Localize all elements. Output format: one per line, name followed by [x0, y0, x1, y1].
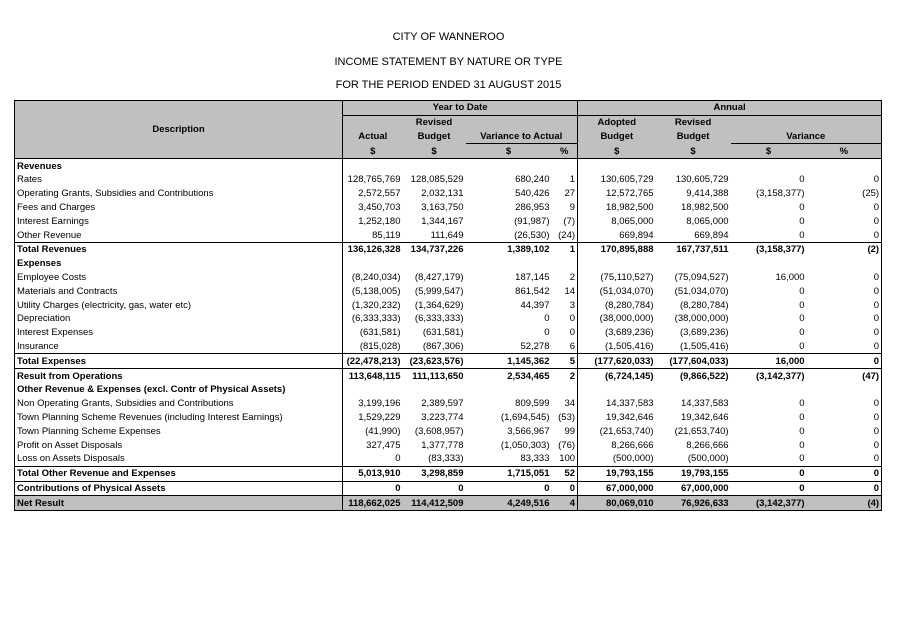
ytd-variance-dollar-cell: 861,542 [515, 285, 550, 297]
ytd-actual-cell: (6,333,333) [343, 312, 403, 326]
annual-revised-budget-cell: (500,000) [687, 453, 729, 465]
annual-variance-pct-cell [807, 383, 882, 397]
ytd-revised-budget-cell [403, 159, 466, 173]
ytd-actual-cell: 3,199,196 [343, 397, 403, 411]
ytd-revised-budget-cell: 1,344,167 [421, 215, 464, 227]
table-row [15, 326, 882, 340]
annual-variance-dollar-cell: 0 [799, 340, 805, 352]
ytd-variance-pct-cell: (7) [563, 215, 576, 227]
ytd-variance-pct-cell: 34 [564, 398, 576, 410]
ytd-variance-dollar-cell: (91,987) [514, 215, 550, 227]
row-label: Contributions of Physical Assets [15, 481, 343, 496]
variance-to-actual-spacer [466, 115, 552, 129]
ytd-revised-budget-cell [403, 257, 466, 271]
annual-variance-dollar-unit: $ [731, 144, 807, 159]
variance-to-actual-header: Variance to Actual [466, 130, 578, 144]
table-row [15, 340, 882, 354]
ytd-variance-dollar-cell [466, 383, 552, 397]
ytd-variance-dollar-cell: 187,145 [515, 271, 550, 283]
revised-budget-unit: $ [403, 144, 466, 159]
annual-adopted-budget-cell: (38,000,000) [578, 312, 656, 326]
ytd-variance-pct-cell: 14 [564, 285, 576, 297]
annual-variance-pct-cell: 0 [873, 411, 880, 423]
ytd-revised-budget-cell: 111,649 [430, 229, 464, 241]
table-row [15, 298, 882, 312]
annual-revised-budget-cell [656, 383, 731, 397]
ytd-actual-cell: 85,119 [343, 228, 403, 242]
ytd-actual-cell [343, 159, 403, 173]
annual-revised-budget-cell: 14,337,583 [681, 398, 729, 410]
annual-revised-budget-cell: (8,280,784) [679, 299, 729, 311]
annual-header: Annual [578, 101, 882, 116]
annual-revised-budget-cell: (177,604,033) [656, 354, 731, 369]
row-label: Other Revenue & Expenses (excl. Contr of Physical Assets) [17, 384, 286, 396]
annual-revised-budget-cell: (38,000,000) [674, 313, 729, 325]
annual-variance-dollar-cell: 0 [799, 285, 805, 297]
annual-revised-budget-cell: 19,342,646 [681, 411, 729, 423]
ytd-variance-dollar-cell [466, 257, 552, 271]
row-label: Other Revenue [17, 229, 82, 241]
annual-variance-pct-cell [807, 257, 882, 271]
actual-header: Actual [343, 130, 403, 144]
ytd-revised-budget-cell [403, 383, 466, 397]
variance-dollar-unit: $ [466, 144, 552, 159]
annual-variance-pct-cell: 0 [873, 299, 880, 311]
annual-variance-pct-cell: (4) [807, 496, 882, 511]
ytd-revised-budget-cell: 111,113,650 [403, 369, 466, 383]
ytd-variance-dollar-cell: (1,050,303) [500, 439, 550, 451]
row-label: Total Expenses [15, 354, 343, 369]
ytd-variance-pct-cell: 52 [552, 466, 578, 481]
ytd-actual-cell: 0 [343, 481, 403, 496]
ytd-variance-dollar-cell: 540,426 [515, 188, 550, 200]
ytd-actual-cell: 0 [343, 452, 403, 466]
ytd-variance-dollar-cell: 1,389,102 [466, 242, 552, 256]
annual-variance-pct-cell: 0 [873, 327, 880, 339]
annual-variance-dollar-cell: (3,142,377) [731, 369, 807, 383]
annual-variance-pct-cell: 0 [873, 201, 880, 213]
total-row [15, 369, 882, 383]
row-label: Revenues [17, 160, 62, 172]
annual-variance-dollar-cell: 0 [799, 398, 805, 410]
table-row [15, 411, 882, 425]
annual-adopted-budget-cell: 80,069,010 [578, 496, 656, 511]
annual-variance-pct-cell: 0 [807, 481, 882, 496]
annual-variance-pct-cell: 0 [873, 398, 880, 410]
table-row [15, 424, 882, 438]
ytd-actual-cell: 128,765,769 [343, 173, 403, 187]
annual-adopted-budget-cell: 19,793,155 [578, 466, 656, 481]
row-label: Total Revenues [15, 242, 343, 256]
ytd-actual-cell [343, 383, 403, 397]
ytd-revised-budget-cell: (867,306) [422, 340, 464, 352]
ytd-revised-budget-cell: (631,581) [422, 327, 464, 339]
ytd-revised-budget-cell: (1,364,629) [414, 299, 464, 311]
ytd-variance-pct-cell: 100 [559, 453, 576, 465]
annual-revised-budget-cell: 8,065,000 [686, 215, 729, 227]
annual-variance-dollar-cell: 16,000 [731, 354, 807, 369]
ytd-variance-pct-cell: (76) [558, 439, 576, 451]
actual-unit: $ [343, 144, 403, 159]
ytd-variance-dollar-cell: 83,333 [520, 453, 550, 465]
annual-variance-spacer [731, 115, 882, 129]
annual-adopted-budget-cell: (6,724,145) [578, 369, 656, 383]
ytd-actual-cell: (5,138,005) [343, 284, 403, 298]
ytd-variance-pct-cell: 9 [569, 201, 576, 213]
annual-adopted-budget-cell: (3,689,236) [578, 326, 656, 340]
ytd-revised-budget-cell: 3,298,859 [403, 466, 466, 481]
row-label: Employee Costs [17, 271, 87, 283]
section-row [15, 159, 882, 173]
annual-revised-budget-cell: (21,653,740) [674, 425, 729, 437]
row-label: Interest Expenses [17, 327, 94, 339]
ytd-variance-pct-cell [552, 159, 578, 173]
annual-adopted-budget-cell [578, 159, 656, 173]
total-row [15, 354, 882, 369]
annual-revised-budget-cell: (51,034,070) [674, 285, 729, 297]
annual-variance-dollar-cell: 0 [799, 453, 805, 465]
annual-variance-dollar-cell: 0 [731, 481, 807, 496]
annual-revised-budget-cell: 669,894 [694, 229, 729, 241]
row-label: Depreciation [17, 313, 71, 325]
report-period: FOR THE PERIOD ENDED 31 AUGUST 2015 [335, 79, 562, 91]
ytd-actual-cell: (41,990) [343, 424, 403, 438]
ytd-variance-dollar-cell: 2,534,465 [466, 369, 552, 383]
annual-adopted-budget-cell: (51,034,070) [578, 284, 656, 298]
annual-variance-pct-cell: (25) [862, 188, 880, 200]
ytd-actual-cell: 3,450,703 [343, 201, 403, 215]
annual-adopted-budget-cell: 170,895,888 [578, 242, 656, 256]
ytd-revised-budget-cell: 0 [403, 481, 466, 496]
total-row [15, 481, 882, 496]
total-row [15, 466, 882, 481]
table-row [15, 201, 882, 215]
annual-revised-budget-cell: 67,000,000 [656, 481, 731, 496]
revised-budget-header-line1: Revised [403, 115, 466, 129]
adopted-budget-header-line1: Adopted [578, 115, 656, 129]
ytd-variance-dollar-cell: (1,694,545) [500, 411, 550, 423]
annual-variance-dollar-cell: 0 [799, 327, 805, 339]
annual-adopted-budget-cell: (177,620,033) [578, 354, 656, 369]
annual-variance-pct-cell [807, 159, 882, 173]
ytd-actual-cell: 327,475 [343, 438, 403, 452]
row-label: Town Planning Scheme Revenues (including Interest Earnings) [17, 411, 283, 423]
annual-adopted-budget-cell: 19,342,646 [578, 411, 656, 425]
ytd-variance-dollar-cell: 1,145,362 [466, 354, 552, 369]
row-label: Materials and Contracts [17, 285, 118, 297]
annual-variance-pct-cell: 0 [873, 313, 880, 325]
row-label: Interest Earnings [17, 215, 89, 227]
annual-variance-pct-cell: 0 [873, 340, 880, 352]
annual-variance-dollar-cell: 0 [799, 229, 805, 241]
annual-variance-dollar-cell: 0 [799, 215, 805, 227]
annual-variance-dollar-cell: 0 [731, 466, 807, 481]
table-row [15, 173, 882, 187]
annual-revised-budget-cell: (1,505,416) [679, 340, 729, 352]
ytd-variance-dollar-cell: 0 [544, 327, 550, 339]
ytd-actual-cell: (22,478,213) [343, 354, 403, 369]
annual-variance-pct-cell: 0 [873, 215, 880, 227]
table-row [15, 438, 882, 452]
annual-adopted-budget-cell: (500,000) [578, 452, 656, 466]
annual-variance-dollar-cell: 16,000 [775, 271, 805, 283]
annual-variance-dollar-cell [731, 257, 807, 271]
ytd-revised-budget-cell: (83,333) [428, 453, 464, 465]
ytd-revised-budget-cell: 2,389,597 [421, 398, 464, 410]
annual-variance-dollar-cell: 0 [799, 425, 805, 437]
row-label: Town Planning Scheme Expenses [17, 425, 161, 437]
ytd-variance-dollar-cell: 4,249,516 [466, 496, 552, 511]
annual-adopted-budget-cell: 130,605,729 [578, 173, 656, 187]
row-label: Profit on Asset Disposals [17, 439, 123, 451]
annual-variance-dollar-cell: (3,142,377) [731, 496, 807, 511]
table-row [15, 214, 882, 228]
ytd-variance-dollar-cell: 0 [544, 313, 550, 325]
ytd-variance-dollar-cell: 1,715,051 [466, 466, 552, 481]
ytd-revised-budget-cell: (8,427,179) [414, 271, 464, 283]
ytd-revised-budget-cell: (6,333,333) [414, 313, 464, 325]
ytd-actual-cell: (1,320,232) [343, 298, 403, 312]
annual-variance-pct-cell: 0 [807, 354, 882, 369]
ytd-variance-pct-cell: 2 [552, 369, 578, 383]
ytd-variance-pct-cell: (53) [558, 411, 576, 423]
annual-adopted-budget-cell: 669,894 [578, 228, 656, 242]
annual-adopted-budget-cell [578, 257, 656, 271]
annual-adopted-budget-cell: 8,065,000 [578, 214, 656, 228]
annual-adopted-budget-cell: 8,266,666 [578, 438, 656, 452]
report-entity-title: CITY OF WANNEROO [392, 31, 505, 43]
annual-variance-dollar-cell: 0 [799, 174, 805, 186]
statement-rows [15, 159, 882, 511]
annual-adopted-budget-cell: (8,280,784) [578, 298, 656, 312]
ytd-actual-cell [343, 257, 403, 271]
revised-budget-header-line2: Budget [403, 130, 466, 144]
adopted-budget-header-line2: Budget [578, 130, 656, 144]
row-label: Operating Grants, Subsidies and Contributions [17, 188, 214, 200]
annual-revised-budget-cell: 130,605,729 [675, 174, 729, 186]
variance-pct-unit: % [552, 144, 578, 159]
row-label: Utility Charges (electricity, gas, water etc) [17, 299, 192, 311]
ytd-variance-pct-cell: 6 [569, 340, 576, 352]
section-row [15, 257, 882, 271]
annual-revised-budget-cell: (9,866,522) [656, 369, 731, 383]
ytd-variance-pct-cell: 5 [552, 354, 578, 369]
ytd-revised-budget-cell: 1,377,778 [421, 439, 464, 451]
report-title: INCOME STATEMENT BY NATURE OR TYPE [334, 56, 563, 68]
table-row [15, 397, 882, 411]
annual-revised-budget-cell: 8,266,666 [686, 439, 729, 451]
ytd-variance-pct-cell: 1 [552, 242, 578, 256]
ytd-variance-dollar-cell: 0 [466, 481, 552, 496]
annual-variance-pct-cell: 0 [873, 174, 880, 186]
row-label: Non Operating Grants, Subsidies and Contributions [17, 398, 234, 410]
ytd-variance-pct-cell: 27 [564, 188, 576, 200]
table-row [15, 284, 882, 298]
annual-variance-dollar-cell: (3,158,377) [731, 242, 807, 256]
annual-revised-budget-cell: 9,414,388 [686, 188, 729, 200]
ytd-variance-pct-cell: 2 [569, 271, 576, 283]
annual-adopted-budget-cell: 67,000,000 [578, 481, 656, 496]
annual-revised-budget-cell: 76,926,633 [656, 496, 731, 511]
row-label: Expenses [17, 258, 62, 270]
annual-adopted-budget-cell: 18,982,500 [578, 201, 656, 215]
annual-variance-header: Variance [731, 130, 882, 144]
ytd-variance-pct-cell: (24) [558, 229, 576, 241]
annual-variance-dollar-cell: 0 [799, 411, 805, 423]
annual-adopted-budget-cell [578, 383, 656, 397]
ytd-variance-dollar-cell: 52,278 [520, 340, 550, 352]
ytd-actual-cell: 113,648,115 [343, 369, 403, 383]
ytd-revised-budget-cell: 128,085,529 [410, 174, 464, 186]
row-label: Net Result [15, 496, 343, 511]
annual-variance-pct-cell: 0 [873, 285, 880, 297]
annual-variance-pct-cell: 0 [873, 439, 880, 451]
ytd-variance-dollar-cell: 680,240 [515, 174, 550, 186]
variance-pct-spacer [552, 115, 578, 129]
annual-revised-budget-cell [656, 159, 731, 173]
ytd-actual-cell: 5,013,910 [343, 466, 403, 481]
ytd-variance-pct-cell: 0 [569, 327, 576, 339]
section-row [15, 383, 882, 397]
annual-variance-pct-cell: 0 [873, 453, 880, 465]
ytd-variance-dollar-cell [466, 159, 552, 173]
actual-header-spacer [343, 115, 403, 129]
ytd-actual-cell: 136,126,328 [343, 242, 403, 256]
ytd-variance-pct-cell: 0 [552, 481, 578, 496]
ytd-variance-dollar-cell: (26,530) [514, 229, 550, 241]
annual-adopted-budget-cell: (75,110,527) [578, 271, 656, 285]
ytd-variance-pct-cell: 4 [552, 496, 578, 511]
ytd-variance-pct-cell [552, 257, 578, 271]
ytd-revised-budget-cell: 114,412,509 [403, 496, 466, 511]
adopted-budget-unit: $ [578, 144, 656, 159]
ytd-variance-dollar-cell: 809,599 [515, 398, 550, 410]
table-row [15, 187, 882, 201]
annual-variance-pct-cell: (47) [807, 369, 882, 383]
ytd-actual-cell: (815,028) [343, 340, 403, 354]
ytd-revised-budget-cell: (3,608,957) [414, 425, 464, 437]
ytd-variance-dollar-cell: 44,397 [520, 299, 550, 311]
ytd-actual-cell: 118,662,025 [343, 496, 403, 511]
ytd-variance-dollar-cell: 3,566,967 [507, 425, 550, 437]
income-statement-table [14, 100, 882, 511]
ytd-variance-pct-cell: 0 [569, 313, 576, 325]
row-label: Rates [17, 174, 42, 186]
table-row [15, 312, 882, 326]
row-label: Loss on Assets Disposals [17, 453, 125, 465]
ytd-variance-dollar-cell: 286,953 [515, 201, 550, 213]
annual-adopted-budget-cell: 12,572,765 [578, 187, 656, 201]
row-label: Insurance [17, 340, 59, 352]
annual-revised-budget-unit: $ [656, 144, 731, 159]
annual-adopted-budget-cell: (21,653,740) [578, 424, 656, 438]
annual-variance-pct-cell: 0 [873, 425, 880, 437]
annual-variance-dollar-cell [731, 159, 807, 173]
annual-revised-budget-cell: (3,689,236) [679, 327, 729, 339]
ytd-revised-budget-cell: (5,999,547) [414, 285, 464, 297]
annual-revised-budget-cell: 167,737,511 [656, 242, 731, 256]
annual-revised-budget-cell: (75,094,527) [674, 271, 729, 283]
annual-variance-dollar-cell: (3,158,377) [755, 188, 805, 200]
description-header: Description [15, 101, 343, 159]
annual-variance-pct-cell: (2) [807, 242, 882, 256]
annual-revised-budget-cell [656, 257, 731, 271]
row-label: Result from Operations [15, 369, 343, 383]
ytd-variance-pct-cell: 1 [569, 174, 576, 186]
annual-revised-budget-header-line2: Budget [656, 130, 731, 144]
annual-variance-dollar-cell: 0 [799, 299, 805, 311]
total-row [15, 496, 882, 511]
annual-variance-dollar-cell: 0 [799, 313, 805, 325]
ytd-variance-pct-cell: 99 [564, 425, 576, 437]
annual-revised-budget-header-line1: Revised [656, 115, 731, 129]
table-row [15, 452, 882, 466]
ytd-revised-budget-cell: 3,223,774 [421, 411, 464, 423]
row-label: Total Other Revenue and Expenses [15, 466, 343, 481]
ytd-revised-budget-cell: 3,163,750 [421, 201, 464, 213]
annual-variance-pct-cell: 0 [807, 466, 882, 481]
annual-variance-pct-cell: 0 [873, 271, 880, 283]
total-row [15, 242, 882, 256]
ytd-revised-budget-cell: 134,737,226 [403, 242, 466, 256]
annual-variance-dollar-cell: 0 [799, 439, 805, 451]
annual-revised-budget-cell: 19,793,155 [656, 466, 731, 481]
annual-variance-pct-unit: % [807, 144, 882, 159]
annual-variance-dollar-cell [731, 383, 807, 397]
ytd-revised-budget-cell: 2,032,131 [421, 188, 464, 200]
ytd-actual-cell: 1,529,229 [343, 411, 403, 425]
ytd-variance-pct-cell: 3 [569, 299, 576, 311]
table-row [15, 271, 882, 285]
table-row [15, 228, 882, 242]
ytd-actual-cell: (631,581) [343, 326, 403, 340]
annual-revised-budget-cell: 18,982,500 [681, 201, 729, 213]
row-label: Fees and Charges [17, 201, 96, 213]
annual-variance-dollar-cell: 0 [799, 201, 805, 213]
annual-variance-pct-cell: 0 [873, 229, 880, 241]
annual-adopted-budget-cell: (1,505,416) [578, 340, 656, 354]
ytd-actual-cell: 2,572,557 [343, 187, 403, 201]
ytd-variance-pct-cell [552, 383, 578, 397]
ytd-revised-budget-cell: (23,623,576) [403, 354, 466, 369]
annual-adopted-budget-cell: 14,337,583 [578, 397, 656, 411]
ytd-actual-cell: (8,240,034) [343, 271, 403, 285]
ytd-actual-cell: 1,252,180 [343, 214, 403, 228]
year-to-date-header: Year to Date [343, 101, 578, 116]
